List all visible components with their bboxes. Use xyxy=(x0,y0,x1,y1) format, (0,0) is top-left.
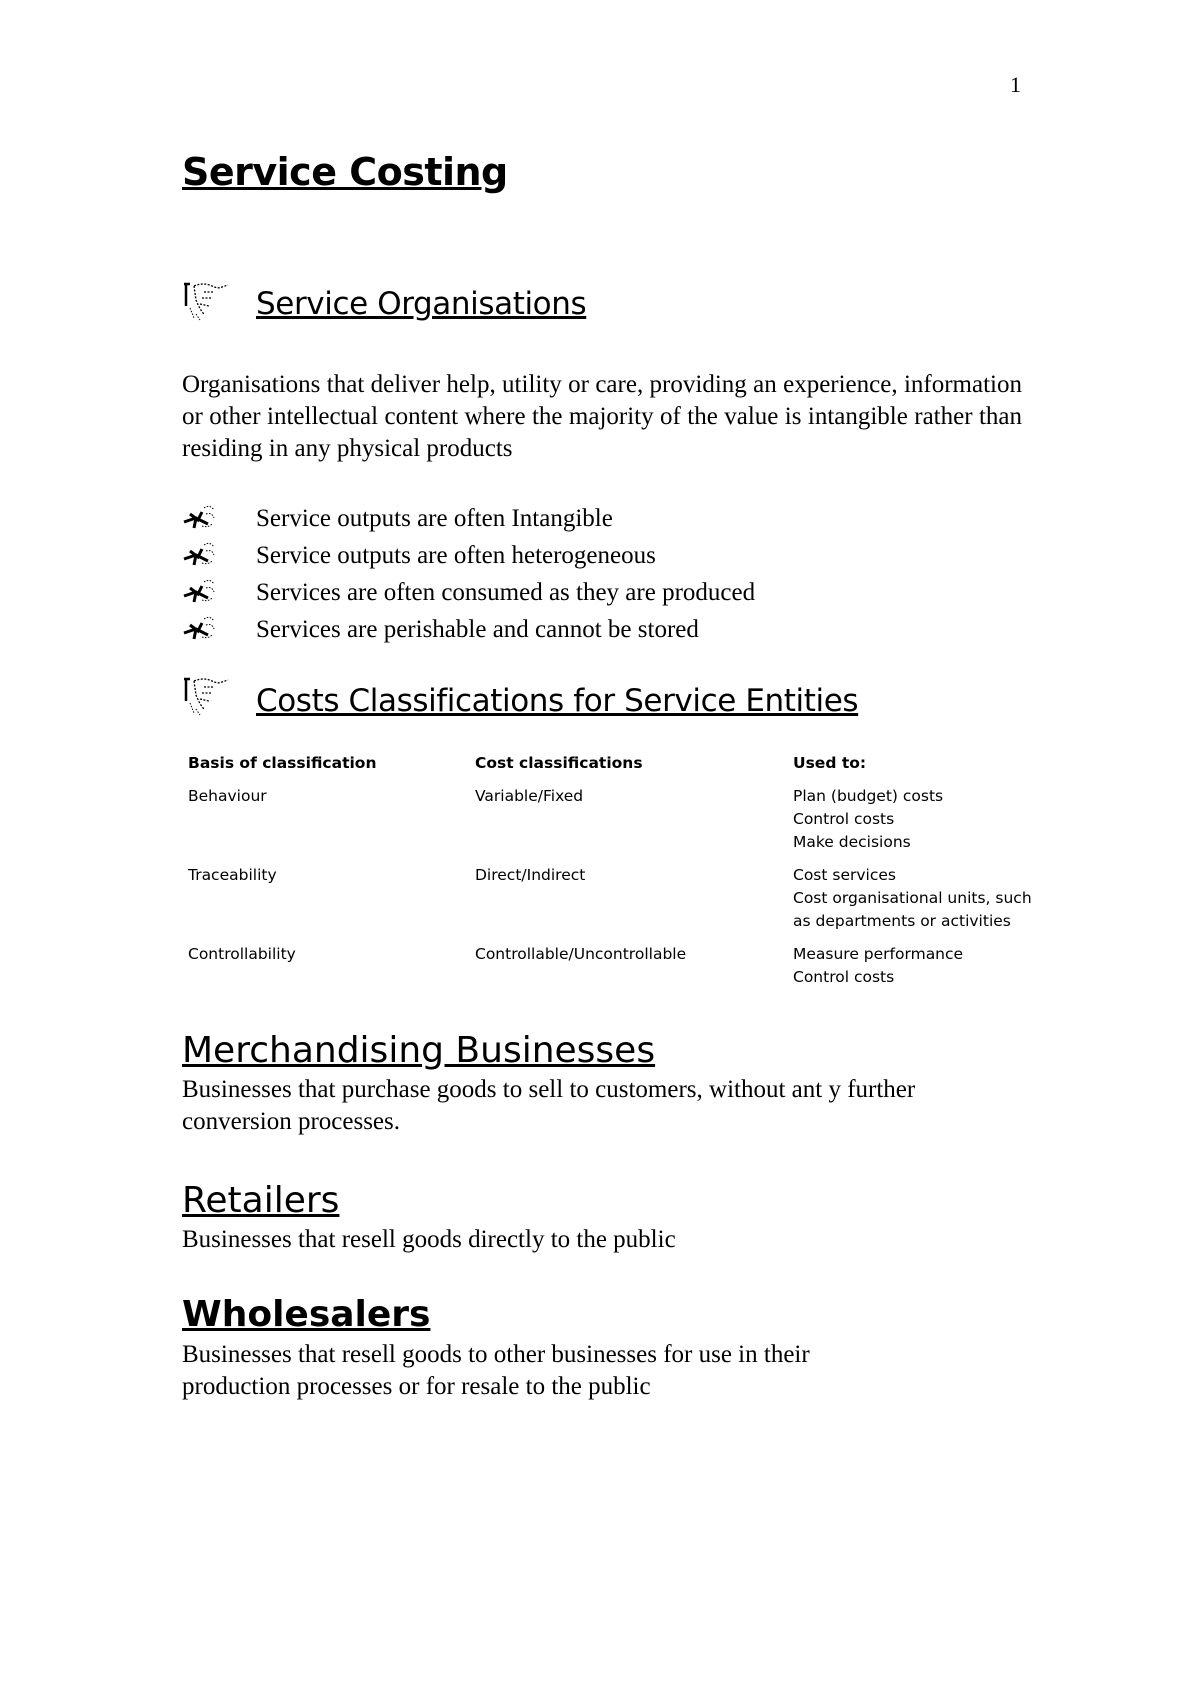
page-number: 1 xyxy=(1010,72,1021,97)
used-to-line: Cost services xyxy=(793,866,896,884)
table-cell-used-to xyxy=(793,864,1063,943)
column-header: Used to: xyxy=(793,754,867,772)
used-to-line: Make decisions xyxy=(793,833,911,851)
section-heading-cost-classifications xyxy=(182,675,858,719)
section-heading-text: Service Organisations xyxy=(256,286,587,322)
table-cell-used-to xyxy=(793,943,1063,999)
used-to-line: Measure performance xyxy=(793,945,964,963)
fleur-bullet-icon xyxy=(182,504,218,534)
used-to-line: Control costs xyxy=(793,968,895,986)
used-to-line: as departments or activities xyxy=(793,912,1011,930)
pointing-hand-icon xyxy=(182,280,232,322)
section-heading-service-organisations xyxy=(182,280,586,322)
column-header: Basis of classification xyxy=(188,754,377,772)
table-cell-basis: Traceability xyxy=(188,866,277,884)
table-cell-classification: Variable/Fixed xyxy=(475,787,584,805)
table-header-row xyxy=(188,752,1063,785)
table-row xyxy=(188,943,1063,999)
list-item-text: Service outputs are often Intangible xyxy=(256,504,613,532)
pointing-hand-icon xyxy=(182,675,232,717)
wholesalers-heading: Wholesalers xyxy=(182,1294,431,1335)
service-organisations-paragraph: Organisations that deliver help, utility or care, providing an experience, information or other intellectual content where the majority of the value is intangible rather than residing in any physical products xyxy=(182,371,1022,462)
list-item xyxy=(182,611,755,648)
list-item-text: Services are often consumed as they are produced xyxy=(256,578,756,606)
fleur-bullet-icon xyxy=(182,615,218,645)
used-to-line: Cost organisational units, such xyxy=(793,889,1032,907)
list-item xyxy=(182,537,755,574)
table-row xyxy=(188,864,1063,943)
retailers-text: Businesses that resell goods directly to the public xyxy=(182,1226,676,1253)
table-cell-basis: Controllability xyxy=(188,945,296,963)
retailers-heading: Retailers xyxy=(182,1180,340,1221)
merchandising-heading: Merchandising Businesses xyxy=(182,1030,656,1071)
merchandising-text: Businesses that purchase goods to sell to customers, without ant y further conversion processes. xyxy=(182,1076,916,1135)
table-cell-basis: Behaviour xyxy=(188,787,267,805)
table-cell-classification: Controllable/Uncontrollable xyxy=(475,945,687,963)
fleur-bullet-icon xyxy=(182,541,218,571)
used-to-line: Plan (budget) costs xyxy=(793,787,944,805)
table-cell-used-to xyxy=(793,785,1063,864)
used-to-line: Control costs xyxy=(793,810,895,828)
fleur-bullet-icon xyxy=(182,578,218,608)
table-cell-classification: Direct/Indirect xyxy=(475,866,586,884)
column-header: Cost classifications xyxy=(475,754,643,772)
list-item-text: Services are perishable and cannot be stored xyxy=(256,615,699,643)
list-item-text: Service outputs are often heterogeneous xyxy=(256,541,656,569)
table-row xyxy=(188,785,1063,864)
service-characteristics-list xyxy=(182,500,755,648)
section-heading-text: Costs Classifications for Service Entities xyxy=(256,683,859,719)
document-title: Service Costing xyxy=(182,150,508,194)
list-item xyxy=(182,574,755,611)
list-item xyxy=(182,500,755,537)
wholesalers-text: Businesses that resell goods to other businesses for use in their production processes or for resale to the public xyxy=(182,1341,810,1400)
cost-classification-table xyxy=(188,752,1063,999)
